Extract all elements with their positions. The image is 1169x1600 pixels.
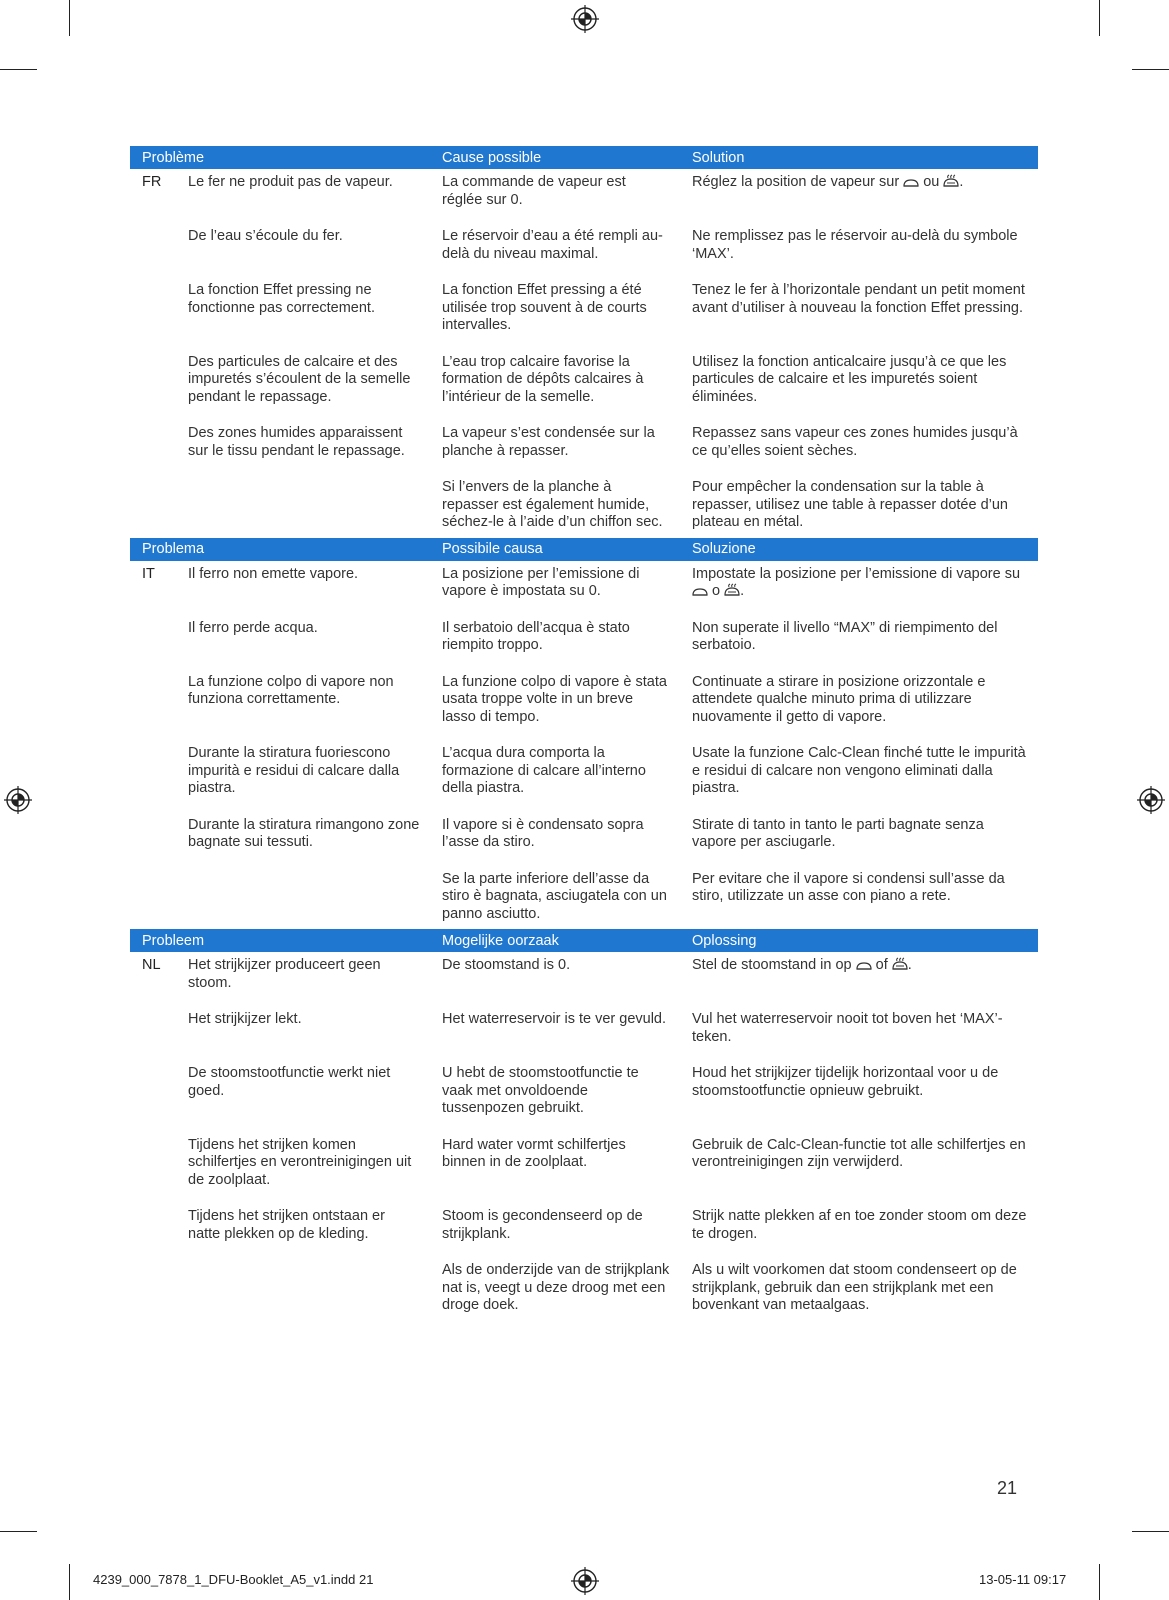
cause-cell: L’acqua dura comporta la formazione di calcare all’interno della piastra. (442, 745, 646, 796)
solution-text: . (907, 957, 912, 973)
language-code (130, 745, 188, 798)
steam-high-icon (943, 174, 959, 188)
table-row (130, 474, 1038, 538)
problem-cell: Het strijkijzer produceert geen stoom. (188, 957, 381, 991)
solution-text: ou (923, 174, 940, 190)
problem-cell: Des zones humides apparaissent sur le tissu pendant le repassage. (188, 425, 405, 459)
steam-low-icon (692, 585, 708, 597)
crop-mark (1099, 1564, 1100, 1600)
solution-text: Impostate la posizione per l’emissione di vapore su (692, 565, 1021, 582)
cause-cell: Stoom is gecondenseerd op de strijkplank. (442, 1208, 643, 1242)
crop-mark (1099, 0, 1100, 36)
table-row (130, 1257, 1038, 1321)
solution-cell: Ne remplissez pas le réservoir au-delà du symbole ‘MAX’. (692, 228, 1018, 262)
solution-cell (680, 566, 1038, 601)
solution-cell: Non superate il livello “MAX” di riempimento del serbatoio. (692, 619, 998, 653)
problem-cell: Le fer ne produit pas de vapeur. (188, 174, 393, 190)
header-problem: Problema (142, 541, 205, 557)
steam-high-icon (892, 957, 908, 971)
language-code (130, 425, 188, 460)
table-row (130, 277, 1038, 349)
solution-cell: Utilisez la fonction anticalcaire jusqu’à ce que les particules de calcaire et les impuretés soient éliminées. (692, 353, 1007, 405)
table-row (130, 740, 1038, 812)
cause-cell: Il serbatoio dell’acqua è stato riempito troppo. (442, 619, 630, 653)
header-solution: Oplossing (692, 932, 757, 949)
problem-cell: Tijdens het strijken komen schilfertjes en verontreinigingen uit de zoolplaat. (188, 1136, 412, 1188)
table-row (130, 561, 1038, 615)
solution-cell: Pour empêcher la condensation sur la table à repasser, utilisez une table à repasser dotée d’un plateau en métal. (692, 479, 1008, 530)
steam-high-icon (724, 583, 740, 597)
problem-cell (188, 1262, 430, 1315)
crop-mark (0, 69, 37, 70)
language-code (130, 1065, 188, 1118)
solution-cell: Strijk natte plekken af en toe zonder stoom om deze te drogen. (692, 1208, 1027, 1242)
cause-cell: Als de onderzijde van de strijkplank nat is, veegt u deze droog met een droge doek. (442, 1262, 670, 1313)
table-row (130, 1203, 1038, 1257)
crop-mark (69, 0, 70, 36)
table-row (130, 812, 1038, 866)
table-row (130, 1132, 1038, 1204)
cause-cell: De stoomstand is 0. (442, 957, 571, 973)
solution-cell: Tenez le fer à l’horizontale pendant un petit moment avant d’utiliser à nouveau la fonction Effet pressing. (692, 282, 1025, 316)
registration-mark-icon (1137, 786, 1165, 814)
solution-text: Réglez la position de vapeur sur (692, 174, 900, 190)
solution-cell (680, 174, 1038, 209)
language-code (130, 1137, 188, 1190)
language-code (130, 620, 188, 655)
cause-cell: U hebt de stoomstootfunctie te vaak met onvoldoende tussenpozen gebruikt. (442, 1065, 639, 1116)
solution-cell (680, 957, 1038, 992)
cause-cell: La vapeur s’est condensée sur la planche à repasser. (442, 425, 655, 459)
table-header (130, 929, 1038, 952)
crop-mark (69, 1564, 70, 1600)
problem-cell (188, 871, 430, 924)
language-code (130, 1262, 188, 1315)
problem-cell: Il ferro non emette vapore. (188, 565, 359, 582)
page-number: 21 (997, 1478, 1018, 1498)
table-row (130, 866, 1038, 930)
solution-cell: Als u wilt voorkomen dat stoom condenseert op de strijkplank, gebruik dan een strijkplank met een bovenkant van metaalgaas. (692, 1262, 1017, 1313)
table-row (130, 169, 1038, 223)
registration-mark-icon (4, 786, 32, 814)
section-nl (130, 929, 1038, 1321)
cause-cell: Si l’envers de la planche à repasser est également humide, séchez-le à l’aide d’un chiffon sec. (442, 479, 663, 530)
solution-cell: Vul het waterreservoir nooit tot boven het ‘MAX’-teken. (692, 1011, 1003, 1045)
table-row (130, 952, 1038, 1006)
language-code (130, 817, 188, 852)
footer-date: 13-05-11 09:17 (979, 1572, 1067, 1587)
solution-text: of (875, 957, 888, 973)
language-code (130, 228, 188, 263)
problem-cell: Il ferro perde acqua. (188, 619, 318, 636)
solution-cell: Stirate di tanto in tanto le parti bagnate senza vapore per asciugarle. (692, 816, 984, 850)
problem-cell: La fonction Effet pressing ne fonctionne pas correctement. (188, 282, 375, 316)
cause-cell: Se la parte inferiore dell’asse da stiro è bagnata, asciugatela con un panno asciutto. (442, 870, 667, 922)
solution-text: o (712, 583, 721, 599)
language-code (130, 1011, 188, 1046)
solution-cell: Houd het strijkijzer tijdelijk horizontaal voor u de stoomstootfunctie opnieuw gebruikt. (692, 1065, 999, 1099)
footer-file: 4239_000_7878_1_DFU-Booklet_A5_v1.indd 21 (93, 1572, 374, 1587)
section-fr (130, 146, 1038, 538)
steam-low-icon (903, 176, 919, 188)
registration-mark-icon (571, 5, 599, 33)
solution-cell: Continuate a stirare in posizione orizzontale e attendete qualche minuto prima di utilizzare nuovamente il getto di vapore. (692, 673, 986, 725)
header-problem: Probleem (142, 932, 205, 949)
cause-cell: La funzione colpo di vapore è stata usata troppe volte in un breve lasso di tempo. (442, 673, 667, 725)
crop-mark (1132, 69, 1169, 70)
cause-cell: La fonction Effet pressing a été utilisée trop souvent à de courts intervalles. (442, 282, 647, 333)
steam-low-icon (856, 959, 872, 971)
table-row (130, 349, 1038, 421)
solution-text: Stel de stoomstand in op (692, 957, 852, 973)
table-header (130, 538, 1038, 561)
section-it (130, 538, 1038, 930)
crop-mark (1132, 1531, 1169, 1532)
table-row (130, 669, 1038, 741)
header-problem: Problème (142, 149, 205, 166)
cause-cell: Hard water vormt schilfertjes binnen in de zoolplaat. (442, 1136, 626, 1170)
table-header (130, 146, 1038, 169)
cause-cell: Il vapore si è condensato sopra l’asse da stiro. (442, 816, 644, 850)
registration-mark-icon (571, 1567, 599, 1595)
language-code: IT (142, 565, 155, 582)
crop-mark (0, 1531, 37, 1532)
language-code (130, 871, 188, 924)
cause-cell: La commande de vapeur est réglée sur 0. (442, 174, 626, 208)
table-row (130, 223, 1038, 277)
problem-cell: Tijdens het strijken ontstaan er natte plekken op de kleding. (188, 1208, 385, 1242)
cause-cell: Het waterreservoir is te ver gevuld. (442, 1011, 667, 1027)
language-code: FR (142, 174, 162, 190)
header-cause: Mogelijke oorzaak (442, 932, 559, 949)
problem-cell: De stoomstootfunctie werkt niet goed. (188, 1065, 391, 1099)
language-code (130, 354, 188, 407)
problem-cell: Het strijkijzer lekt. (188, 1011, 302, 1027)
language-code (130, 1208, 188, 1243)
header-cause: Cause possible (442, 149, 542, 166)
cause-cell: L’eau trop calcaire favorise la formation de dépôts calcaires à l’intérieur de la semelle. (442, 353, 644, 405)
table-row (130, 615, 1038, 669)
solution-cell: Per evitare che il vapore si condensi sull’asse da stiro, utilizzate un asse con piano a rete. (692, 870, 1005, 904)
problem-cell: La funzione colpo di vapore non funziona correttamente. (188, 673, 394, 707)
problem-cell: Durante la stiratura fuoriescono impurità e residui di calcare dalla piastra. (188, 745, 400, 796)
table-row (130, 1060, 1038, 1132)
header-cause: Possibile causa (442, 541, 543, 557)
cause-cell: La posizione per l’emissione di vapore è impostata su 0. (442, 565, 640, 599)
solution-cell: Usate la funzione Calc-Clean finché tutte le impurità e residui di calcare non vengono eliminati dalla piastra. (692, 745, 1026, 796)
table-row (130, 420, 1038, 474)
header-solution: Solution (692, 149, 745, 166)
solution-text: . (959, 174, 964, 190)
language-code (130, 674, 188, 727)
solution-cell: Repassez sans vapeur ces zones humides jusqu’à ce qu’elles soient sèches. (692, 425, 1018, 459)
header-solution: Soluzione (692, 541, 756, 557)
cause-cell: Le réservoir d’eau a été rempli au-delà du niveau maximal. (442, 228, 663, 262)
problem-cell: De l’eau s’écoule du fer. (188, 228, 343, 244)
language-code: NL (142, 957, 161, 973)
problem-cell: Durante la stiratura rimangono zone bagnate sui tessuti. (188, 816, 420, 850)
problem-cell (188, 479, 430, 532)
language-code (130, 479, 188, 532)
troubleshooting-table (130, 146, 1038, 1321)
problem-cell: Des particules de calcaire et des impuretés s’écoulent de la semelle pendant le repassage. (188, 353, 411, 405)
language-code (130, 282, 188, 335)
solution-text: . (740, 583, 745, 599)
table-row (130, 1006, 1038, 1060)
solution-cell: Gebruik de Calc-Clean-functie tot alle schilfertjes en verontreinigingen zijn verwijderd. (692, 1136, 1026, 1170)
